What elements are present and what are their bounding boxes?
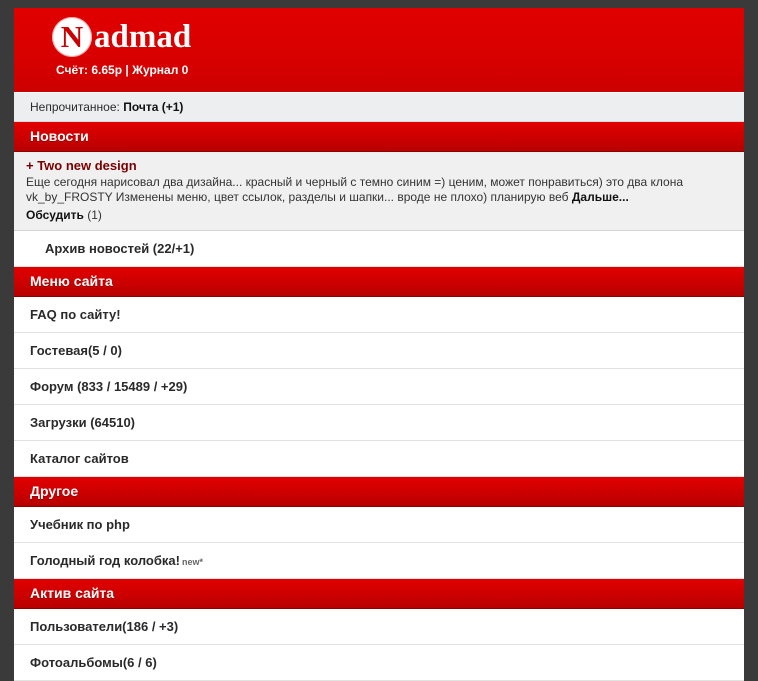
- page-left-margin: [0, 0, 14, 662]
- list-item-label: Голодный год колобка!: [30, 553, 180, 568]
- news-title[interactable]: + Two new design: [26, 158, 137, 173]
- site-logo[interactable]: [52, 17, 191, 57]
- unread-mail-link[interactable]: Почта (+1): [123, 100, 184, 114]
- news-discuss-count: (1): [87, 208, 102, 222]
- section-title-menu: Меню сайта: [14, 267, 744, 297]
- list-item[interactable]: Фотоальбомы(6 / 6): [14, 645, 744, 681]
- unread-label: Непрочитанное:: [30, 100, 120, 114]
- news-more-link[interactable]: Дальше...: [571, 190, 629, 204]
- new-badge: new*: [181, 557, 203, 567]
- news-body: [20, 175, 732, 205]
- list-item[interactable]: Каталог сайтов: [14, 441, 744, 477]
- list-item[interactable]: Форум (833 / 15489 / +29): [14, 369, 744, 405]
- list-item[interactable]: [14, 543, 744, 579]
- news-discuss-row: [20, 205, 732, 222]
- header-account-info: [56, 63, 188, 77]
- list-item[interactable]: Пользователи(186 / +3): [14, 609, 744, 645]
- site-content: [14, 8, 744, 670]
- page-right-margin: [744, 0, 758, 662]
- section-title-activity: Актив сайта: [14, 579, 744, 609]
- news-discuss-link[interactable]: Обсудить: [26, 208, 84, 222]
- logo-letter-badge: N: [52, 17, 92, 57]
- list-item[interactable]: Учебник по php: [14, 507, 744, 543]
- site-header: [14, 8, 744, 92]
- section-title-other: Другое: [14, 477, 744, 507]
- list-item[interactable]: Загрузки (64510): [14, 405, 744, 441]
- news-item: [14, 152, 744, 231]
- list-item[interactable]: FAQ по сайту!: [14, 297, 744, 333]
- news-text: Еще сегодня нарисовал два дизайна... красный и черный с темно синим =) ценим, может понравиться) это два клона vk_by_FROSTY Изменены меню, цвет ссылок, разделы и шапки... вроде не плохо) планирую веб: [26, 175, 683, 204]
- section-title-news: Новости: [14, 122, 744, 152]
- unread-bar: [14, 92, 744, 122]
- news-archive-link[interactable]: Архив новостей (22/+1): [14, 231, 744, 267]
- browser-chrome-top: [0, 0, 758, 8]
- account-balance[interactable]: Счёт: 6.65р: [56, 63, 123, 77]
- logo-wordmark: admad: [94, 18, 192, 55]
- header-separator: |: [125, 63, 129, 77]
- list-item[interactable]: Гостевая(5 / 0): [14, 333, 744, 369]
- journal-link[interactable]: Журнал 0: [132, 63, 189, 77]
